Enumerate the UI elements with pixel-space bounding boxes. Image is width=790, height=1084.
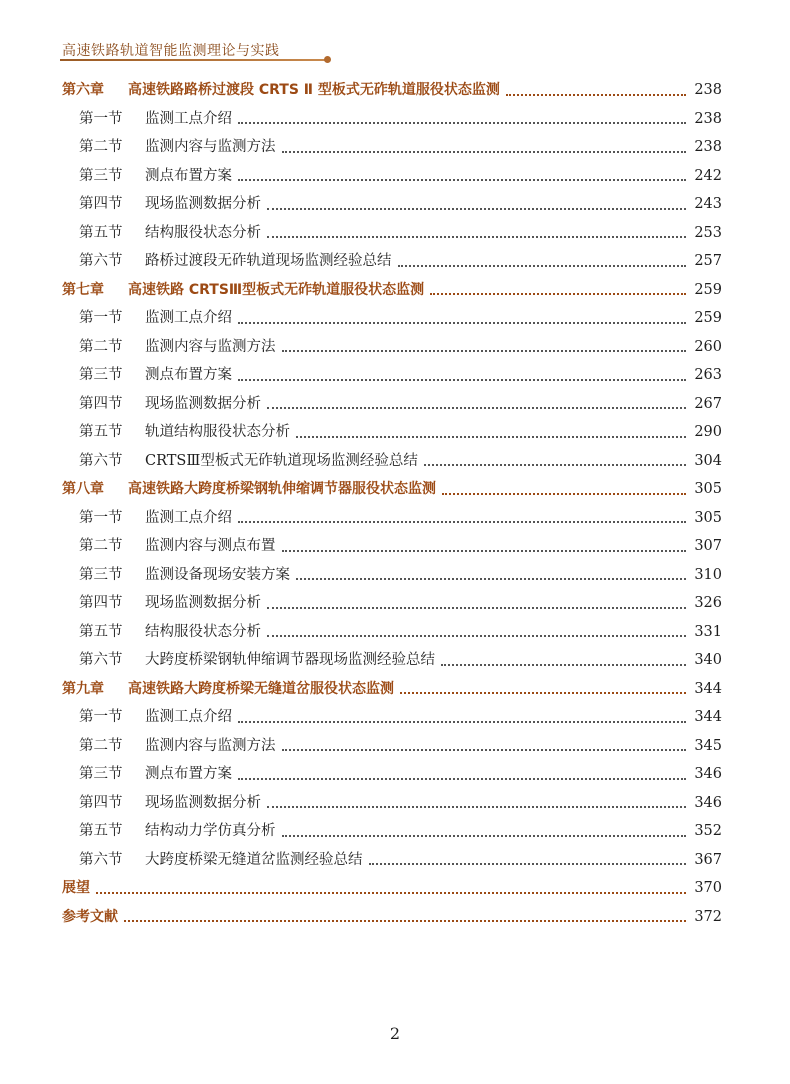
toc-entry-page: 267 [694,395,722,412]
toc-entry-title: 大跨度桥梁无缝道岔监测经验总结 [145,851,363,868]
toc-entry-page: 331 [694,623,722,640]
toc-entry-page: 238 [694,110,722,127]
toc-entry-title: 展望 [62,880,90,897]
toc-section-entry [62,732,722,761]
toc-entry-title: 测点布置方案 [145,766,232,782]
dot-leader [282,549,687,552]
toc-chapter-entry [62,76,722,105]
toc-entry-number: 第三节 [79,167,123,184]
toc-entry-page: 340 [694,652,722,668]
dot-leader [96,891,686,894]
toc-entry-page: 243 [694,196,722,212]
toc-entry-page: 326 [694,595,722,611]
dot-leader [267,406,686,409]
toc-entry-page: 263 [694,367,722,383]
toc-entry-page: 259 [694,310,722,326]
toc-entry-title: 监测内容与监测方法 [145,338,276,355]
toc-section-entry [62,817,722,846]
toc-entry-title: 结构服役状态分析 [145,224,261,241]
toc-entry-number: 第二节 [79,737,123,754]
toc-entry-title: 结构动力学仿真分析 [145,823,276,839]
toc-entry-number: 第六节 [79,452,123,469]
dot-leader [442,492,686,495]
toc-entry-title: 测点布置方案 [145,367,232,383]
toc-entry-number: 第八章 [62,481,104,498]
toc-entry-page: 253 [694,224,722,241]
toc-entry-title: 测点布置方案 [145,167,232,184]
toc-entry-title: 监测工点介绍 [145,310,232,326]
toc-entry-title: 参考文献 [62,908,118,925]
toc-entry-page: 370 [694,880,722,896]
toc-entry-page: 305 [694,481,722,497]
toc-entry-title: 高速铁路路桥过渡段 CRTS Ⅱ 型板式无砟轨道服役状态监测 [128,82,500,99]
dot-leader [267,207,686,210]
toc-section-entry [62,618,722,647]
dot-leader [506,93,686,96]
toc-entry-title: 现场监测数据分析 [145,395,261,412]
toc-section-entry [62,589,722,618]
toc-entry-title: 结构服役状态分析 [145,623,261,640]
dot-leader [296,435,686,438]
toc-entry-number: 第五节 [79,823,123,839]
header-rule [60,59,328,61]
toc-section-entry [62,333,722,362]
toc-entry-title: 现场监测数据分析 [145,595,261,611]
dot-leader [238,378,686,381]
toc-entry-page: 310 [694,566,722,583]
toc-section-entry [62,133,722,162]
toc-entry-number: 第四节 [79,196,123,212]
toc-entry-page: 344 [694,680,722,697]
toc-entry-title: 现场监测数据分析 [145,196,261,212]
toc-entry-number: 第三节 [79,766,123,782]
toc-entry-title: 监测工点介绍 [145,509,232,526]
toc-section-entry [62,789,722,818]
toc-chapter-entry [62,475,722,504]
dot-leader [282,349,687,352]
dot-leader [238,178,686,181]
toc-entry-number: 第一节 [79,509,123,526]
toc-entry-page: 305 [694,509,722,526]
toc-entry-number: 第四节 [79,794,123,811]
toc-section-entry [62,646,722,675]
toc-entry-page: 345 [694,737,722,754]
table-of-contents [62,76,722,931]
toc-section-entry [62,105,722,134]
toc-entry-title: 路桥过渡段无砟轨道现场监测经验总结 [145,253,392,269]
toc-entry-title: 高速铁路大跨度桥梁无缝道岔服役状态监测 [128,680,394,697]
toc-entry-title: 监测内容与监测方法 [145,737,276,754]
toc-entry-number: 第六章 [62,82,104,99]
page-number: 2 [389,1024,401,1043]
toc-section-entry [62,532,722,561]
toc-entry-page: 307 [694,538,722,554]
dot-leader [441,663,686,666]
toc-section-entry [62,162,722,191]
toc-entry-number: 第三节 [79,367,123,383]
toc-entry-number: 第五节 [79,623,123,640]
toc-section-entry [62,447,722,476]
toc-entry-title: CRTSⅢ型板式无砟轨道现场监测经验总结 [145,452,418,469]
dot-leader [267,805,686,808]
toc-section-entry [62,504,722,533]
dot-leader [424,463,686,466]
toc-entry-page: 352 [694,823,722,839]
toc-entry-page: 257 [694,253,722,269]
dot-leader [267,634,686,637]
toc-entry-number: 第二节 [79,338,123,355]
toc-entry-number: 第五节 [79,424,123,440]
toc-section-entry [62,418,722,447]
dot-leader [238,121,686,124]
toc-entry-page: 367 [694,851,722,868]
dot-leader [238,720,686,723]
toc-section-entry [62,760,722,789]
toc-entry-number: 第三节 [79,566,123,583]
dot-leader [369,862,687,865]
toc-entry-number: 第二节 [79,538,123,554]
toc-section-entry [62,703,722,732]
dot-leader [282,834,687,837]
toc-entry-number: 第一节 [79,310,123,326]
dot-leader [400,691,686,694]
toc-entry-title: 现场监测数据分析 [145,794,261,811]
toc-entry-title: 大跨度桥梁钢轨伸缩调节器现场监测经验总结 [145,652,435,668]
toc-entry-page: 304 [694,452,722,469]
toc-entry-title: 监测工点介绍 [145,110,232,127]
toc-entry-title: 轨道结构服役状态分析 [145,424,290,440]
dot-leader [282,150,687,153]
toc-entry-title: 监测设备现场安装方案 [145,566,290,583]
toc-section-entry [62,846,722,875]
running-header: 高速铁路轨道智能监测理论与实践 [62,43,280,59]
dot-leader [238,777,686,780]
dot-leader [430,292,686,295]
toc-entry-page: 242 [694,167,722,184]
toc-entry-page: 372 [694,908,722,925]
toc-entry-page: 260 [694,338,722,355]
toc-entry-number: 第一节 [79,709,123,725]
toc-entry-number: 第五节 [79,224,123,241]
toc-entry-page: 238 [694,82,722,98]
toc-chapter-entry [62,276,722,305]
dot-leader [282,748,687,751]
toc-section-entry [62,390,722,419]
toc-entry-number: 第六节 [79,652,123,668]
toc-section-entry [62,247,722,276]
toc-entry-title: 高速铁路大跨度桥梁钢轨伸缩调节器服役状态监测 [128,481,436,498]
toc-chapter-entry [62,903,722,932]
toc-entry-title: 监测内容与监测方法 [145,139,276,155]
toc-entry-number: 第四节 [79,395,123,412]
toc-entry-number: 第六节 [79,851,123,868]
dot-leader [238,520,686,523]
toc-entry-page: 344 [694,709,722,725]
dot-leader [238,321,686,324]
toc-section-entry [62,561,722,590]
toc-entry-page: 346 [694,794,722,811]
toc-chapter-entry [62,874,722,903]
toc-entry-page: 346 [694,766,722,782]
dot-leader [398,264,687,267]
toc-entry-number: 第四节 [79,595,123,611]
toc-entry-number: 第一节 [79,110,123,127]
dot-leader [296,577,686,580]
toc-section-entry [62,219,722,248]
toc-entry-number: 第九章 [62,680,104,697]
toc-entry-page: 238 [694,139,722,155]
toc-entry-number: 第七章 [62,281,104,298]
toc-entry-title: 监测内容与测点布置 [145,538,276,554]
toc-entry-number: 第六节 [79,253,123,269]
toc-entry-page: 259 [694,281,722,298]
toc-chapter-entry [62,675,722,704]
toc-section-entry [62,304,722,333]
toc-entry-page: 290 [694,424,722,440]
toc-entry-title: 高速铁路 CRTSⅢ型板式无砟轨道服役状态监测 [128,281,425,298]
dot-leader [267,606,686,609]
toc-entry-title: 监测工点介绍 [145,709,232,725]
toc-entry-number: 第二节 [79,139,123,155]
header-ornament-dot [324,56,331,63]
dot-leader [124,919,686,922]
toc-section-entry [62,361,722,390]
toc-section-entry [62,190,722,219]
dot-leader [267,235,686,238]
